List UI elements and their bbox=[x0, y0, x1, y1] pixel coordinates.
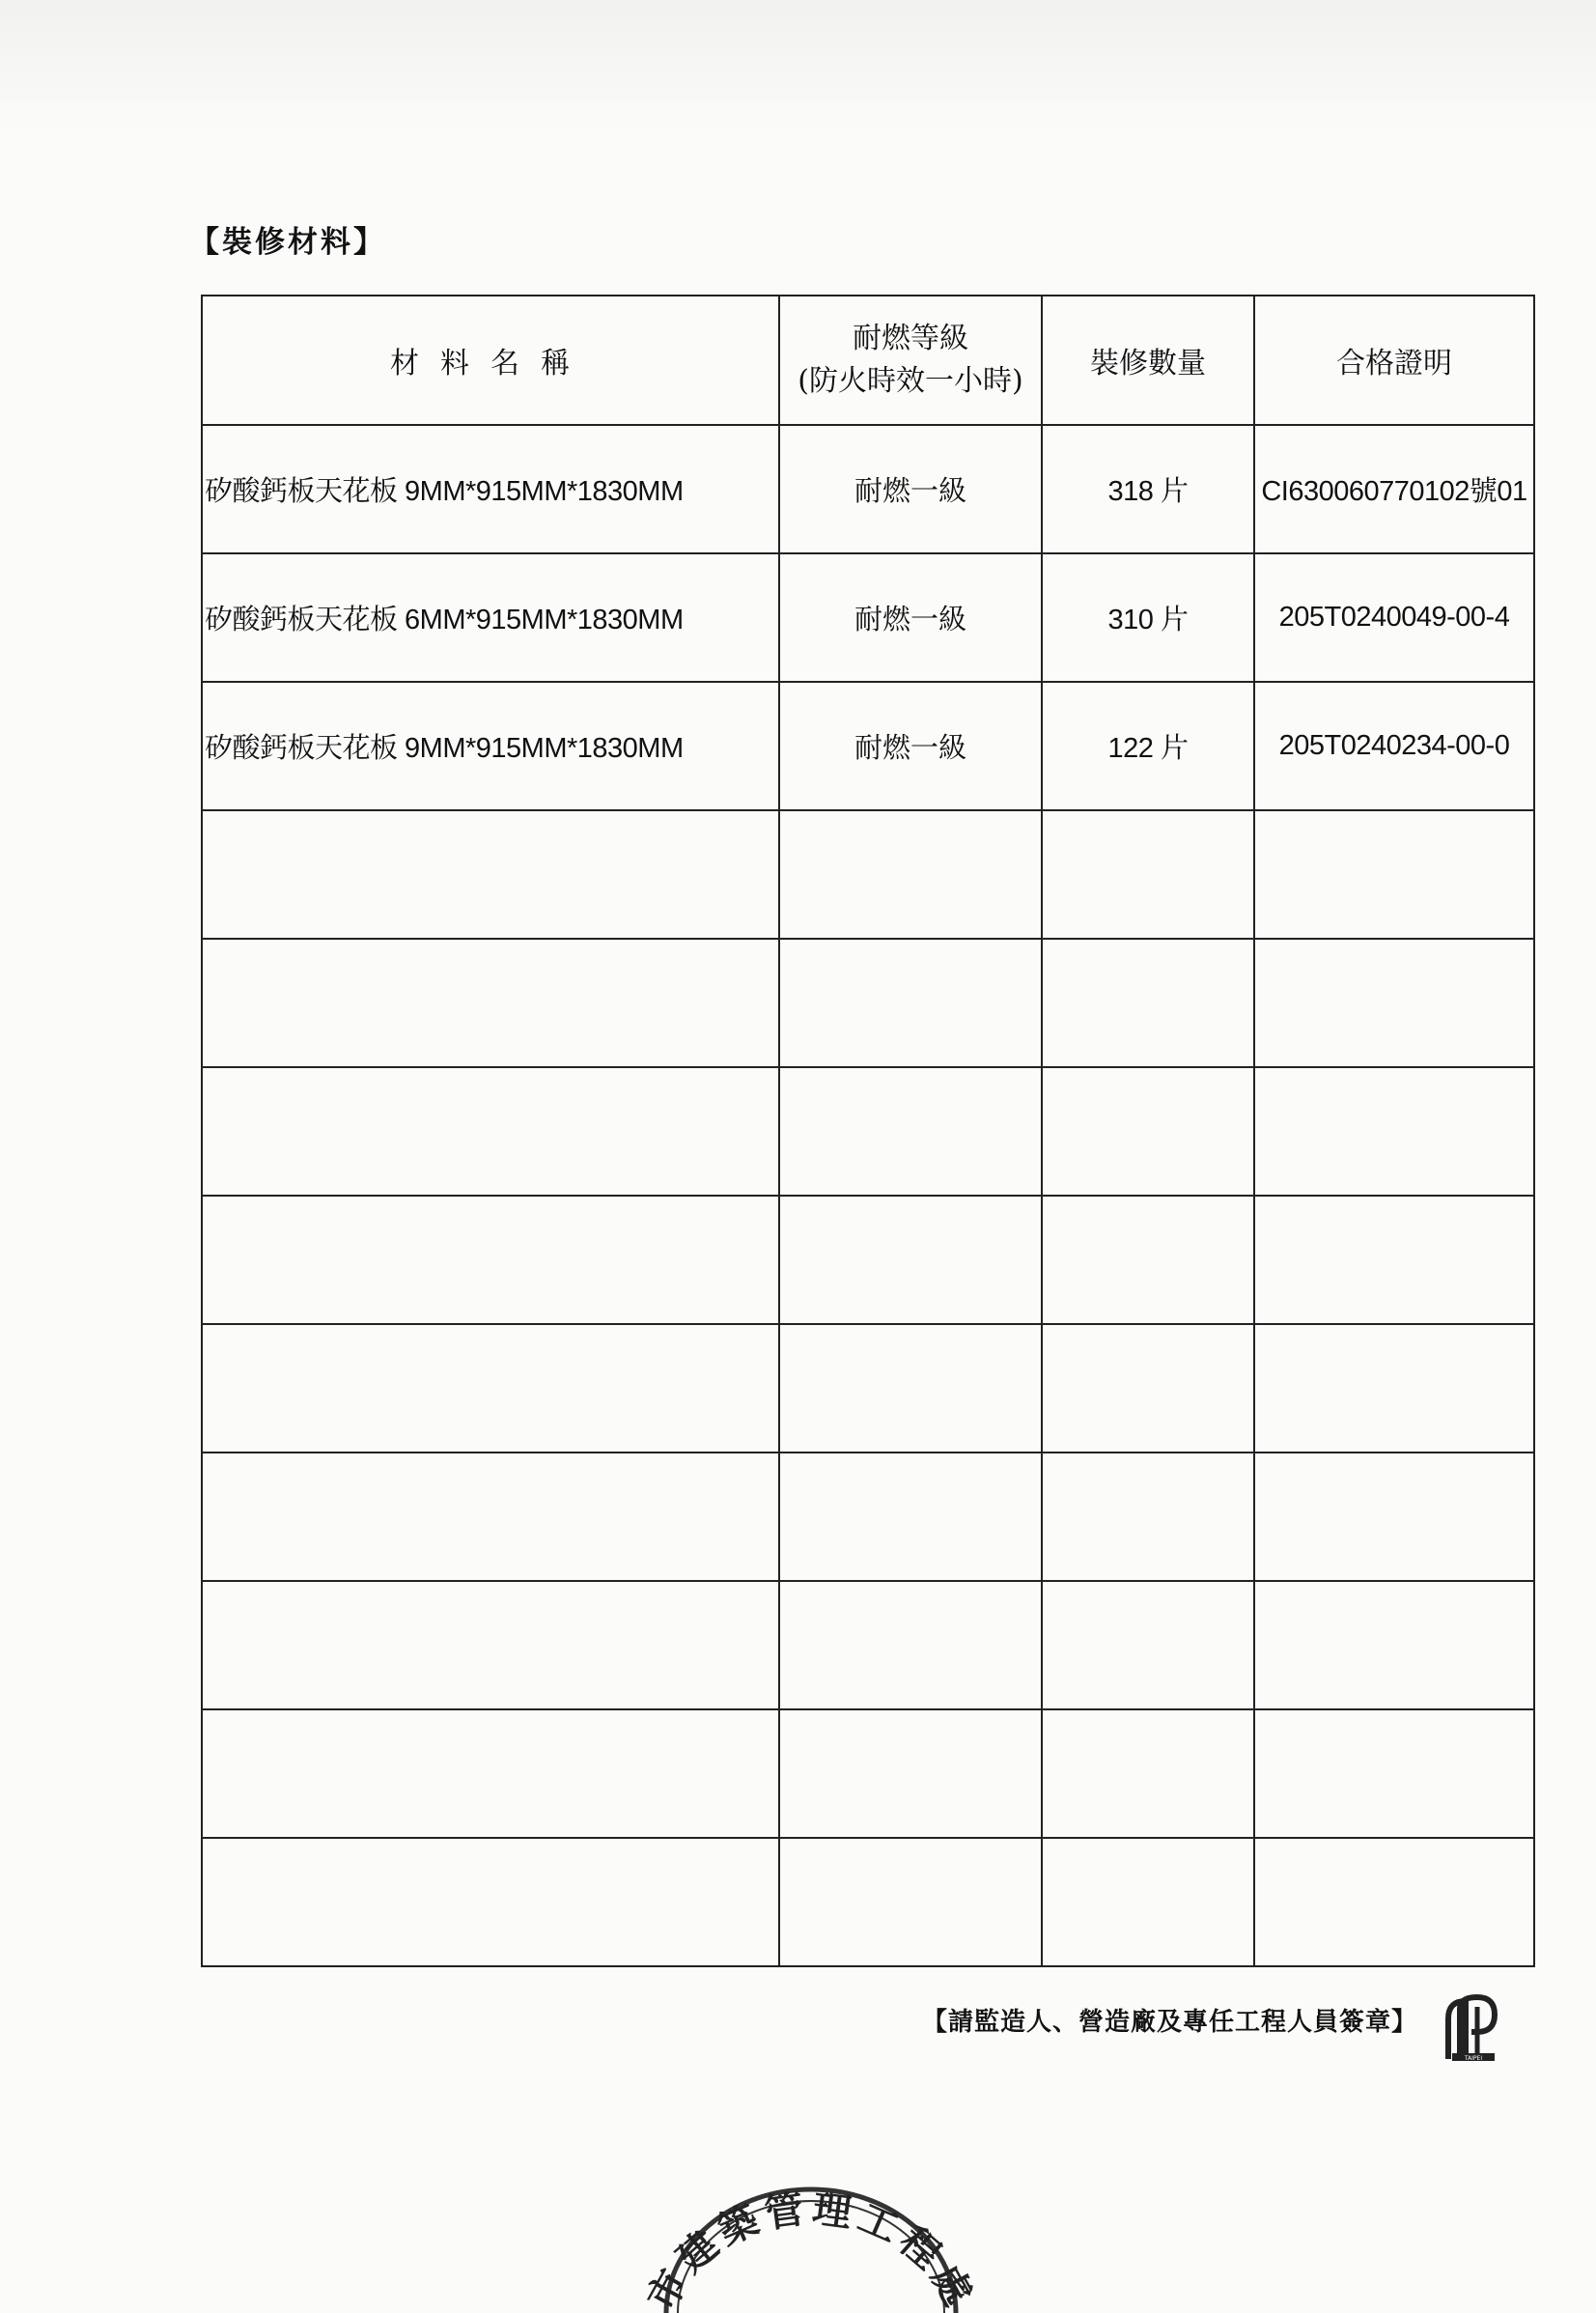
cell-material-name bbox=[202, 1196, 779, 1324]
cell-fire-grade bbox=[779, 810, 1042, 939]
cell-material-name bbox=[202, 939, 779, 1067]
header-certificate: 合格證明 bbox=[1254, 296, 1534, 425]
cell-fire-grade: 耐燃一級 bbox=[779, 553, 1042, 682]
cell-material-name bbox=[202, 1838, 779, 1966]
scan-shading bbox=[0, 0, 1596, 135]
table-row bbox=[202, 682, 1534, 810]
header-fire-grade bbox=[779, 296, 1042, 425]
cell-quantity bbox=[1042, 1709, 1254, 1838]
cell-fire-grade: 耐燃一級 bbox=[779, 682, 1042, 810]
cell-certificate bbox=[1254, 1453, 1534, 1581]
cell-certificate bbox=[1254, 1067, 1534, 1196]
cell-fire-grade bbox=[779, 939, 1042, 1067]
cell-quantity bbox=[1042, 1581, 1254, 1709]
logo-text: TAIPEI bbox=[1464, 2055, 1483, 2062]
table-row bbox=[202, 1581, 1534, 1709]
cell-fire-grade bbox=[779, 1709, 1042, 1838]
cell-fire-grade bbox=[779, 1581, 1042, 1709]
header-fire-grade-line1: 耐燃等級 bbox=[853, 322, 968, 355]
cell-certificate: 205T0240049-00-4 bbox=[1254, 553, 1534, 682]
header-fire-grade-line2: (防火時效一小時) bbox=[798, 364, 1023, 398]
cell-certificate bbox=[1254, 1709, 1534, 1838]
cell-quantity: 318 片 bbox=[1042, 425, 1254, 553]
table-row bbox=[202, 1067, 1534, 1196]
taipei-building-logo-icon bbox=[1439, 1989, 1506, 2067]
table-header-row bbox=[202, 296, 1534, 425]
cell-material-name bbox=[202, 1324, 779, 1453]
cell-material-name bbox=[202, 1709, 779, 1838]
table-row bbox=[202, 425, 1534, 553]
cell-fire-grade bbox=[779, 1838, 1042, 1966]
official-seal-icon bbox=[637, 2158, 985, 2313]
cell-material-name bbox=[202, 1581, 779, 1709]
cell-material-name bbox=[202, 810, 779, 939]
table-row bbox=[202, 1838, 1534, 1966]
cell-quantity bbox=[1042, 1453, 1254, 1581]
header-material-name: 材料名稱 bbox=[202, 296, 779, 425]
cell-quantity: 310 片 bbox=[1042, 553, 1254, 682]
cell-material-name bbox=[202, 1453, 779, 1581]
cell-fire-grade: 耐燃一級 bbox=[779, 425, 1042, 553]
cell-certificate bbox=[1254, 939, 1534, 1067]
cell-quantity bbox=[1042, 1324, 1254, 1453]
cell-quantity bbox=[1042, 939, 1254, 1067]
cell-fire-grade bbox=[779, 1324, 1042, 1453]
cell-fire-grade bbox=[779, 1453, 1042, 1581]
cell-material-name: 矽酸鈣板天花板 9MM*915MM*1830MM bbox=[202, 682, 779, 810]
cell-quantity bbox=[1042, 810, 1254, 939]
cell-material-name: 矽酸鈣板天花板 9MM*915MM*1830MM bbox=[202, 425, 779, 553]
cell-certificate bbox=[1254, 1324, 1534, 1453]
cell-quantity bbox=[1042, 1838, 1254, 1966]
table-row bbox=[202, 810, 1534, 939]
cell-quantity bbox=[1042, 1196, 1254, 1324]
table-row bbox=[202, 1453, 1534, 1581]
table-row bbox=[202, 1709, 1534, 1838]
cell-certificate: CI630060770102號01 bbox=[1254, 425, 1534, 553]
cell-material-name bbox=[202, 1067, 779, 1196]
header-quantity: 裝修數量 bbox=[1042, 296, 1254, 425]
cell-fire-grade bbox=[779, 1196, 1042, 1324]
table-row bbox=[202, 1324, 1534, 1453]
cell-certificate bbox=[1254, 810, 1534, 939]
section-title: 【裝修材料】 bbox=[189, 225, 386, 260]
cell-certificate bbox=[1254, 1838, 1534, 1966]
cell-certificate bbox=[1254, 1581, 1534, 1709]
cell-certificate bbox=[1254, 1196, 1534, 1324]
materials-table bbox=[201, 295, 1535, 1967]
stamp-text: 市建築管理工程處 bbox=[638, 2186, 984, 2313]
cell-material-name: 矽酸鈣板天花板 6MM*915MM*1830MM bbox=[202, 553, 779, 682]
signature-note: 【請監造人、營造廠及專任工程人員簽章】 bbox=[922, 2008, 1418, 2037]
svg-text:市建築管理工程處 bbox=[638, 2186, 983, 2313]
cell-quantity bbox=[1042, 1067, 1254, 1196]
table-row bbox=[202, 553, 1534, 682]
table-row bbox=[202, 1196, 1534, 1324]
table-row bbox=[202, 939, 1534, 1067]
cell-certificate: 205T0240234-00-0 bbox=[1254, 682, 1534, 810]
cell-quantity: 122 片 bbox=[1042, 682, 1254, 810]
cell-fire-grade bbox=[779, 1067, 1042, 1196]
